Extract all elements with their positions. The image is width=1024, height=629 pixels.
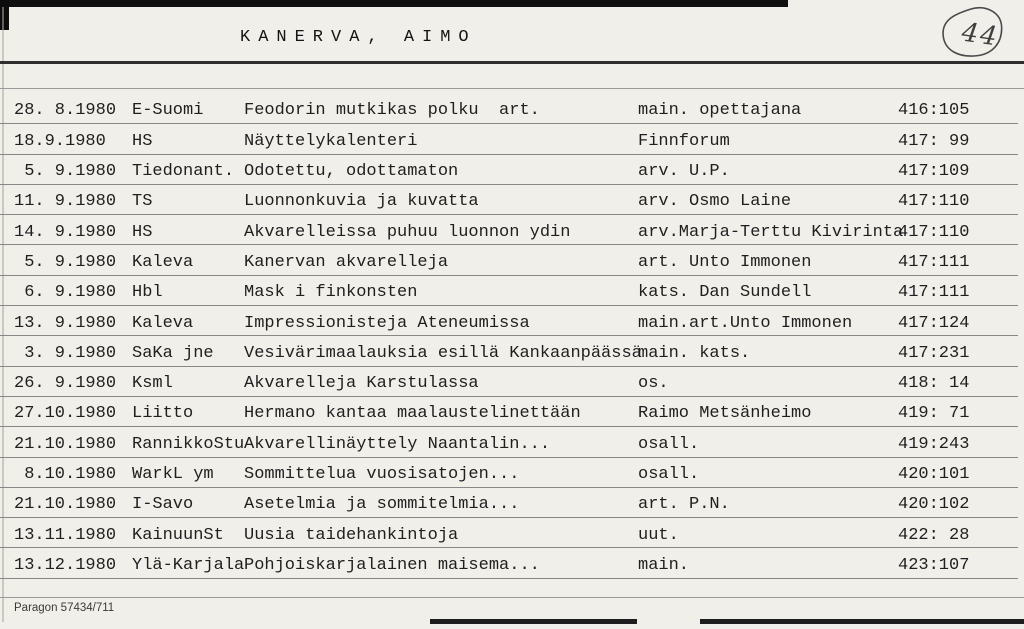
entry-attribution: osall. [638,465,700,485]
scan-artifact-bottom-bar-right [700,619,1024,624]
entry-date: 13. 9.1980 [14,313,117,333]
entry-title: Sommittelua vuosisatojen... [244,465,520,485]
entry-source: I-Savo [132,495,194,515]
entry-date: 6. 9.1980 [14,283,117,303]
entry-date: 28. 8.1980 [14,101,117,121]
entry-date: 27.10.1980 [14,404,117,424]
scan-artifact-top-bar [0,0,788,7]
entries-table [0,94,1018,579]
entry-title: Odotettu, odottamaton [244,162,459,182]
entry-title: Feodorin mutkikas polku art. [244,101,540,121]
entry-title: Impressionisteja Ateneumissa [244,313,530,333]
entry-date: 5. 9.1980 [14,162,117,182]
table-row [0,488,1018,518]
entry-source: Hbl [132,283,163,303]
entry-reference: 417:231 [898,343,970,363]
entry-date: 13.12.1980 [14,555,117,575]
entry-source: E-Suomi [132,101,204,121]
entry-source: KainuunSt [132,525,224,545]
entry-source: TS [132,192,153,212]
entry-reference: 417: 99 [898,131,970,151]
entry-reference: 418: 14 [898,374,970,394]
table-row [0,336,1018,366]
entry-source: HS [132,222,153,242]
entry-title: Akvarelleja Karstulassa [244,374,479,394]
table-row [0,245,1018,275]
entry-reference: 416:105 [898,101,970,121]
entry-reference: 420:102 [898,495,970,515]
entry-date: 13.11.1980 [14,525,117,545]
entry-source: Kaleva [132,252,194,272]
entry-reference: 417:110 [898,222,970,242]
page-title: KANERVA, AIMO [240,28,477,47]
table-row [0,185,1018,215]
entry-title: Akvarellinäyttely Naantalin... [244,434,551,454]
entry-date: 3. 9.1980 [14,343,117,363]
entry-attribution: art. P.N. [638,495,730,515]
entry-attribution: Finnforum [638,131,730,151]
entry-date: 11. 9.1980 [14,192,117,212]
table-row [0,276,1018,306]
entry-attribution: uut. [638,525,679,545]
entry-title: Asetelmia ja sommitelmia... [244,495,520,515]
entry-date: 14. 9.1980 [14,222,117,242]
entry-title: Näyttelykalenteri [244,131,418,151]
header-rule-thick [0,61,1024,64]
entry-date: 5. 9.1980 [14,252,117,272]
footer-rule [0,597,1024,598]
entry-source: HS [132,131,153,151]
footer-imprint: Paragon 57434/711 [14,602,115,614]
table-row [0,458,1018,488]
entry-attribution: main. kats. [638,343,751,363]
entry-title: Uusia taidehankintoja [244,525,459,545]
entry-reference: 419: 71 [898,404,970,424]
entry-title: Luonnonkuvia ja kuvatta [244,192,479,212]
scan-artifact-bottom-bar-left [430,619,637,624]
entry-reference: 420:101 [898,465,970,485]
table-row [0,94,1018,124]
entry-source: WarkL ym [132,465,214,485]
entry-title: Vesivärimaalauksia esillä Kankaanpäässä [244,343,642,363]
entry-reference: 417:110 [898,192,970,212]
table-row [0,306,1018,336]
entry-attribution: main. [638,555,690,575]
entry-reference: 417:109 [898,162,970,182]
page-number-badge [938,6,1008,58]
entry-date: 21.10.1980 [14,495,117,515]
entry-attribution: art. Unto Immonen [638,252,812,272]
entry-attribution: main.art.Unto Immonen [638,313,853,333]
entry-title: Kanervan akvarelleja [244,252,449,272]
table-row [0,367,1018,397]
table-row [0,427,1018,457]
entry-attribution: arv. Osmo Laine [638,192,792,212]
entry-reference: 423:107 [898,555,970,575]
entry-title: Mask i finkonsten [244,283,418,303]
entry-source: Kaleva [132,313,194,333]
table-row [0,124,1018,154]
entry-date: 21.10.1980 [14,434,117,454]
entry-reference: 417:124 [898,313,970,333]
table-row [0,215,1018,245]
entry-source: SaKa jne [132,343,214,363]
table-row [0,548,1018,578]
table-row [0,397,1018,427]
entry-date: 18.9.1980 [14,131,106,151]
entry-attribution: arv. U.P. [638,162,730,182]
page-number: 44 [959,17,1001,53]
entry-date: 26. 9.1980 [14,374,117,394]
entry-source: Ylä-Karjala [132,555,245,575]
header-rule-thin [0,88,1024,89]
entry-source: Tiedonant. [132,162,235,182]
entry-reference: 419:243 [898,434,970,454]
entry-attribution: arv.Marja-Terttu Kivirinta [638,222,904,242]
entry-attribution: main. opettajana [638,101,802,121]
entry-title: Hermano kantaa maalaustelinettään [244,404,581,424]
entry-source: RannikkoStu [132,434,245,454]
entry-title: Akvarelleissa puhuu luonnon ydin [244,222,571,242]
table-row [0,155,1018,185]
entry-attribution: kats. Dan Sundell [638,283,812,303]
entry-source: Ksml [132,374,173,394]
entry-attribution: Raimo Metsänheimo [638,404,812,424]
entry-reference: 417:111 [898,283,970,303]
entry-reference: 417:111 [898,252,970,272]
entry-reference: 422: 28 [898,525,970,545]
entry-attribution: osall. [638,434,700,454]
entry-source: Liitto [132,404,194,424]
table-row [0,518,1018,548]
entry-title: Pohjoiskarjalainen maisema... [244,555,540,575]
entry-date: 8.10.1980 [14,465,117,485]
entry-attribution: os. [638,374,669,394]
